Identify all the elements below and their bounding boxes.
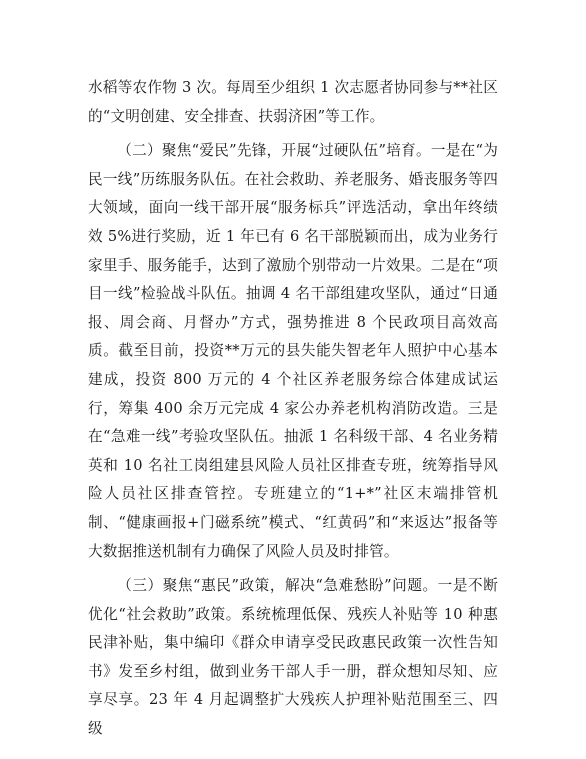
document-body xyxy=(88,74,498,750)
paragraph-volunteer-work: 水稻等农作物 3 次。每周至少组织 1 次志愿者协同参与**社区的“文明创建、安全排查、扶弱济困”等工作。 xyxy=(88,79,498,125)
paragraph-welfare-policy: （三）聚焦“惠民”政策，解决“急难愁盼”问题。一是不断优化“社会救助”政策。系统梳理低保、残疾人补贴等 10 种惠民津补贴，集中编印《群众申请享受民政惠民政策一次性告知书》发至乡村组，做到业务干部人手一册，群众想知尽知、应享尽享。23 年 4 月起调整扩大残疾人护理补贴范围至三、四级 xyxy=(88,577,498,738)
paragraph-team-building: （二）聚焦“爱民”先锋，开展“过硬队伍”培育。一是在“为民一线”历练服务队伍。在社会救助、养老服务、婚丧服务等四大领域，面向一线干部开展“服务标兵”评选活动，拿出年终绩效 5%进行奖励，近 1 年已有 6 名干部脱颖而出，成为业务行家里手、服务能手，达到了激励个别带动一片效果。二是在“项目一线”检验战斗队伍。抽调 4 名干部组建攻坚队，通过“日通报、周会商、月督办”方式，强势推进 8 个民政项目高效高质。截至目前，投资**万元的县失能失智老年人照护中心基本建成，投资 800 万元的 4 个社区养老服务综合体建成试运行，筹集 400 余万元完成 4 家公办养老机构消防改造。三是在“急难一线”考验攻坚队伍。抽派 1 名科级干部、4 名业务精英和 10 名社工岗组建县风险人员社区排查专班，统筹指导风险人员社区排查管控。专班建立的“1+*”社区末端排管机制、“健康画报+门磁系统”模式、“红黄码”和“来返达”报备等大数据推送机制有力确保了风险人员及时排管。 xyxy=(88,142,498,560)
